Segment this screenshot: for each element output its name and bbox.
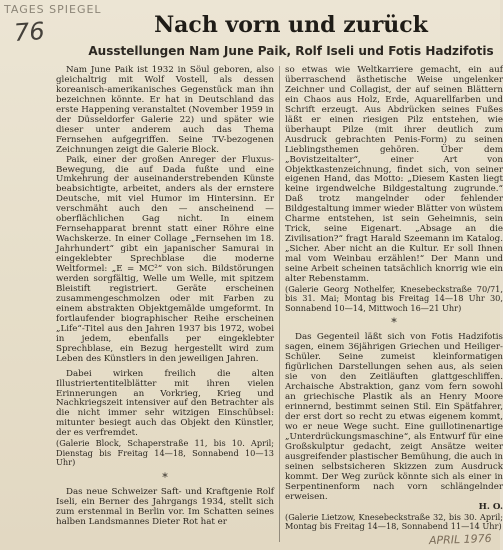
gallery-info-nothelfer: (Galerie Georg Nothelfer, Knesebeckstraße 70/71, bis 31. Mai; Montag bis Freitag 14—18 Uhr 30, Sonnabend 10—14, Mittwoch 16—21 Uhr) [285,283,503,313]
paragraph-paik-fluxus: Paik, einer der großen Anreger der Fluxus-Bewegung, die auf Dada fußte und eine Umkehrung der auseinanderstrebenden Künste beabsichtigte, arbeitet, anders als der ernstere Deutsche, mit viel Humor im Hintersinn. Er verschmäht auch den — anscheinend — oberflächlichen Gag nicht. In einem Fernsehapparat brennt statt einer Röhre eine Wachskerze. In einer Collage „Fernsehen im 18. Jahrhundert“ gibt ein japanischer Samurai in eingeklebter Sprechblase die moderne Weltformel: „E = MC²“ von sich. Bildstörungen werden sorgfältig, Welle um Welle, mit spitzem Bleistift registriert. Geräte erscheinen zusammengeschmolzen oder mit Farben zu einem abstrakten Objektgemälde umgeformt. In fortlaufender biographischer Reihe erscheinen „Life“-Titel aus den Jahren 1937 bis 1972, wobei in jedem, ebenfalls per eingeklebter Sprechblase, ein Bezug hergestellt wird zum Leben des Künstlers in den jeweiligen Jahren. [56,154,274,364]
handwritten-number: 76 [13,16,46,48]
paragraph-paik-intro: Nam June Paik ist 1932 in Söul geboren, also gleichaltrig mit Wolf Vostell, als dessen koreanisch-amerikanisches Gegenstück man ihn bezeichnen könnte. Er hat in Deutschland das erste Happening veranstaltet (November 1959 in der Düsseldorfer Galerie 22) und später wie dieser unter anderem auch das Thema Fernsehen aufgegriffen. Seine TV-bezogenen Zeichnungen zeigt die Galerie Block. [56,65,274,155]
article-subheadline: Ausstellungen Nam June Paik, Rolf Iseli und Fotis Hadzifotis [88,44,494,58]
date-stamp: APRIL 1976 [429,531,493,548]
gallery-info-lietzow: (Galerie Lietzow, Knesebeckstraße 32, bis 30. April; Montag bis Freitag 14—18, Sonnabend 11—14 Uhr) [285,511,503,532]
section-separator-star: * [391,316,397,330]
section-separator-star: * [162,470,168,484]
left-column [56,66,274,542]
paragraph-iseli-intro: Das neue Schweizer Saft- und Kraftgenie Rolf Iseli, ein Berner des Jahrgangs 1934, stellt sich zum erstenmal in Berlin vor. Im Schatten seines halben Landsmannes Dieter Rot hat er [56,486,274,527]
right-column [285,66,503,542]
article-headline: Nach vorn und zurück [154,12,428,38]
source-stamp: TAGES SPIEGEL [4,3,102,16]
paragraph-paik-titles: Dabei wirken freilich die alten Illustriertentitelblätter mit ihren vielen Erinnerungen an Vorkrieg, Krieg und Nachkriegszeit intensiver auf den Betrachter als die nicht immer sehr witzigen Einschübsel: mitunter besiegt auch das Objekt den Künstler, der es verfremdet. [56,368,274,439]
gallery-info-block: (Galerie Block, Schaperstraße 11, bis 10. April; Dienstag bis Freitag 14—18, Sonnabend 10—13 Uhr) [56,438,274,468]
paragraph-hadzifotis: Das Gegenteil läßt sich von Fotis Hadzifotis sagen, einem 36jährigen Griechen und Heiliger-Schüler. Seine zumeist kleinformatigen figürlichen Darstellungen sehen aus, als seien sie von den Zeitläuften glattgeschliffen. Archaische Abstraktion, ganz vom fern sowohl an griechische Plastik als an Henry Moore erinnernd, bestimmt seinen Stil. Ein Spätfahrer, der erst dort so recht zu etwas eigenem kommt, wo er neue Wege sucht. Eine guillotinenartige „Unterdrückungsmaschine“, als Entwurf für eine Großskulptur gedacht, zeigt Ansätze weiter ausgreifender plastischer Bemühung, die auch in seinen selbstsicheren Skizzen zum Ausdruck kommt. Der Weg zurück könnte sich als einer in Serpentinenform nach vorn schlängelnder erweisen. [285,332,503,502]
author-signature: H. O. [478,501,503,512]
column-divider [279,66,280,542]
paragraph-iseli-continued: so etwas wie Weltkarriere gemacht, ein auf überraschend ästhetische Weise ungelenker Zeichner und Collagist, der auf seinen Blättern ein Chaos aus Holz, Erde, Aquarellfarben und Schrift erzeugt. Aus Abdrücken seines Fußes läßt er einen riesigen Pilz entstehen, wie überhaupt Pilze (mit ihrer deutlich zum Ausdruck gebrachten Penis-Form) zu seinen Lieblingsthemen gehören. Über dem „Bovistzeitalter“, einer Art von Objektkastenzeichnung, findet sich, von seiner eigenen Hand, das Motto: „Diesem Kasten liegt keine irgendwelche Bildgestaltung zugrunde.“ Daß trotz mangelnder oder fehlender Bildgestaltung immer wieder Blätter von wüstem Charme entstehen, ist sein Geheimnis, sein Trick, seine Eigenart. „Absage an die Zivilisation?“ fragt Harald Szeemann im Katalog. „Sicher. Aber nicht an die Kultur. Er soll Ihnen mal vom Weinbau erzählen!“ Der Mann und seine Arbeit scheinen tatsächlich knorrig wie ein alter Rebenstamm. [285,65,503,285]
